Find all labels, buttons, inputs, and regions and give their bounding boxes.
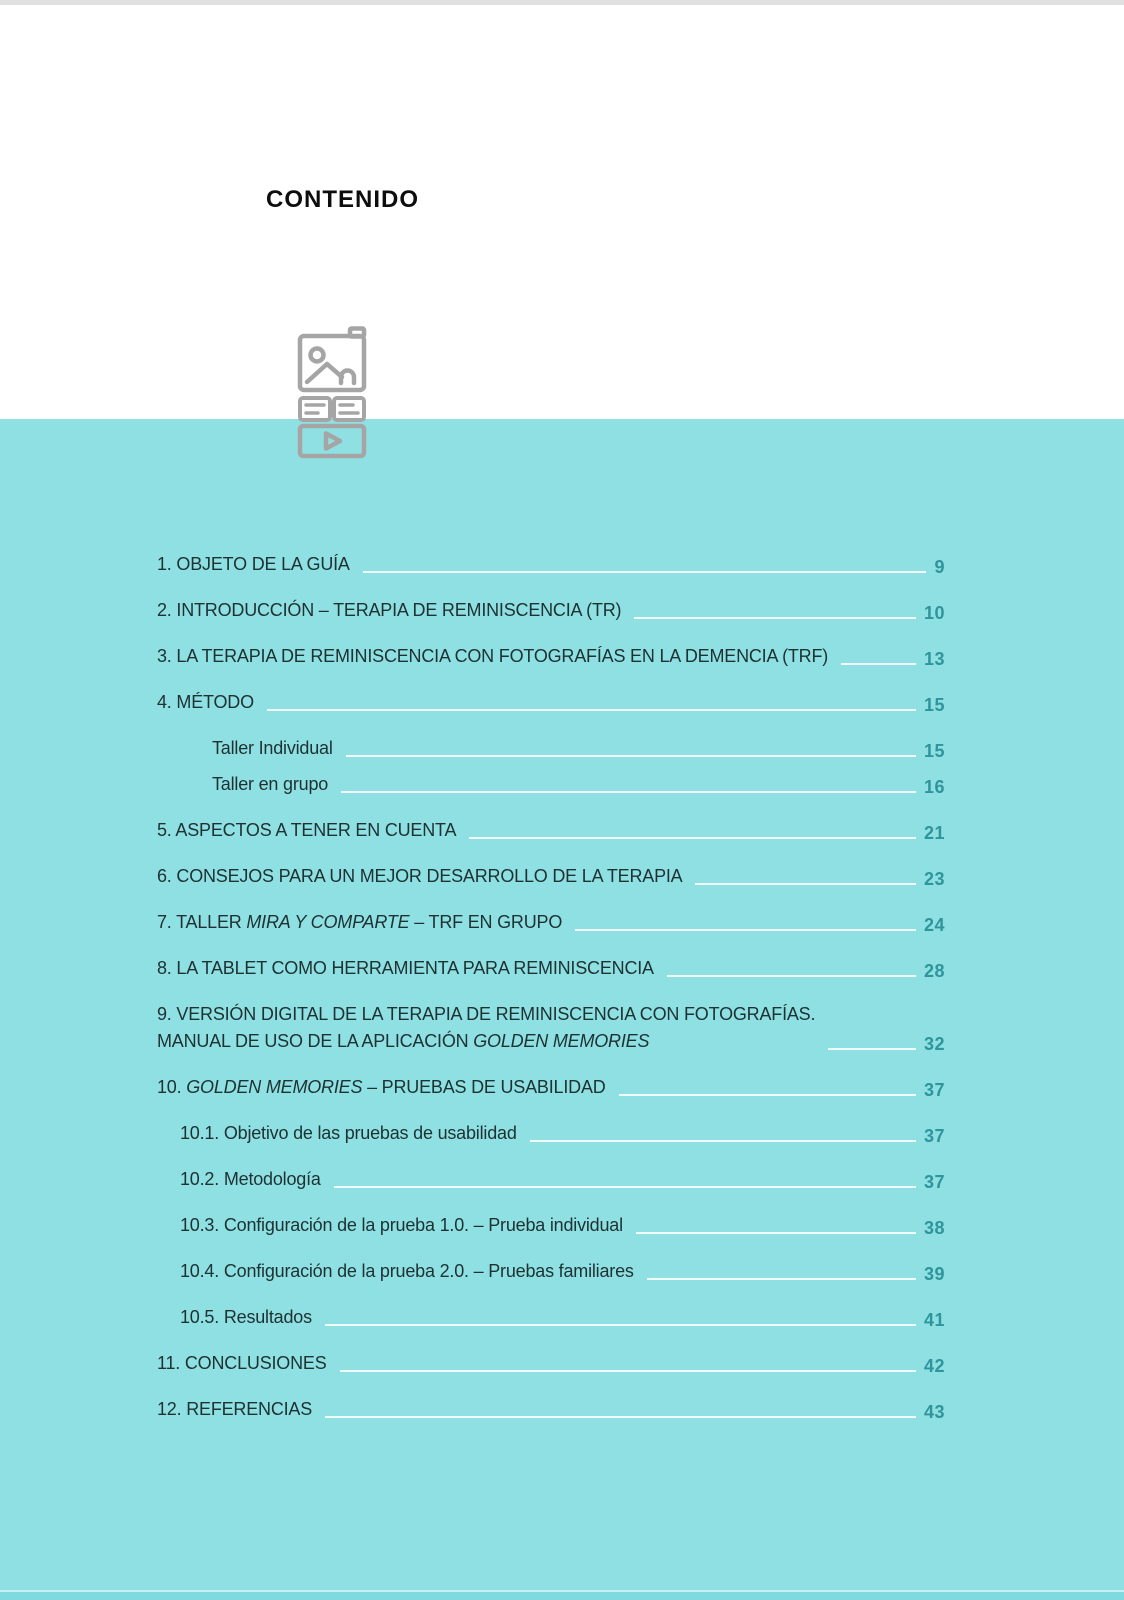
page-number: 39 xyxy=(923,1264,945,1284)
toc-entry xyxy=(157,1212,945,1239)
page-number: 42 xyxy=(923,1356,945,1376)
page-number: 23 xyxy=(923,869,945,889)
toc-entry xyxy=(157,1258,945,1285)
toc-entry-label: 8. LA TABLET COMO HERRAMIENTA PARA REMINISCENCIA xyxy=(157,958,654,978)
toc-entry xyxy=(157,1001,945,1055)
page-number: 41 xyxy=(923,1310,945,1330)
leader-line xyxy=(841,663,916,665)
page-number: 21 xyxy=(923,823,945,843)
toc-entry xyxy=(157,1350,945,1377)
leader-line xyxy=(267,709,916,711)
toc-entry xyxy=(157,1120,945,1147)
leader-line xyxy=(634,617,916,619)
toc-entry xyxy=(157,909,945,936)
page-number: 37 xyxy=(923,1126,945,1146)
leader-line xyxy=(636,1232,916,1234)
page-number: 13 xyxy=(923,649,945,669)
toc-entry xyxy=(157,1304,945,1331)
leader-line xyxy=(828,1048,916,1050)
toc-entry xyxy=(157,735,945,762)
page-bottom-strip xyxy=(0,1590,1124,1600)
toc-entry-label: 10.5. Resultados xyxy=(180,1307,312,1327)
page-number: 10 xyxy=(923,603,945,623)
text-blocks-icon xyxy=(300,398,364,420)
leader-line xyxy=(334,1186,916,1188)
toc-entry-label: 10.4. Configuración de la prueba 2.0. – Pruebas familiares xyxy=(180,1261,634,1281)
toc-entry-label: 7. TALLER MIRA Y COMPARTE – TRF EN GRUPO xyxy=(157,912,563,932)
toc-entry xyxy=(157,689,945,716)
page-number: 28 xyxy=(923,961,945,981)
toc-entry-label: 10.2. Metodología xyxy=(180,1169,321,1189)
toc-entry-label: 10.3. Configuración de la prueba 1.0. – Prueba individual xyxy=(180,1215,623,1235)
toc-entry-label: 2. INTRODUCCIÓN – TERAPIA DE REMINISCENCIA (TR) xyxy=(157,600,622,620)
leader-line xyxy=(346,755,916,757)
toc-entry xyxy=(157,597,945,624)
leader-line xyxy=(325,1324,916,1326)
page-number: 9 xyxy=(934,557,945,577)
toc-entry-label: 4. MÉTODO xyxy=(157,692,254,712)
leader-line xyxy=(647,1278,916,1280)
page-number: 37 xyxy=(923,1172,945,1192)
page-number: 24 xyxy=(923,915,945,935)
page-number: 37 xyxy=(923,1080,945,1100)
leader-line xyxy=(695,883,915,885)
page-top-edge xyxy=(0,0,1124,5)
toc-entry xyxy=(157,551,945,578)
leader-line xyxy=(341,791,916,793)
toc-entry-label: 5. ASPECTOS A TENER EN CUENTA xyxy=(157,820,457,840)
toc-entry xyxy=(157,1074,945,1101)
leader-line xyxy=(469,837,916,839)
toc-entry-label: 9. VERSIÓN DIGITAL DE LA TERAPIA DE REMINISCENCIA CON FOTOGRAFÍAS. MANUAL DE USO DE LA APLICACIÓN GOLDEN MEMORIES xyxy=(157,1004,816,1051)
page-number: 38 xyxy=(923,1218,945,1238)
toc-entry xyxy=(157,817,945,844)
toc-entry-label: 10.1. Objetivo de las pruebas de usabilidad xyxy=(180,1123,517,1143)
page-number: 43 xyxy=(923,1402,945,1422)
leader-line xyxy=(363,571,927,573)
leader-line xyxy=(619,1094,916,1096)
toc-entry-label: 12. REFERENCIAS xyxy=(157,1399,313,1419)
leader-line xyxy=(325,1416,916,1418)
toc-entry-label: 1. OBJETO DE LA GUÍA xyxy=(157,554,350,574)
page-title: CONTENIDO xyxy=(266,186,419,213)
leader-line xyxy=(340,1370,916,1372)
photo-icon xyxy=(300,329,364,391)
toc-entry-label: 6. CONSEJOS PARA UN MEJOR DESARROLLO DE LA TERAPIA xyxy=(157,866,683,886)
toc-entry xyxy=(157,1166,945,1193)
leader-line xyxy=(575,929,916,931)
leader-line xyxy=(667,975,916,977)
toc-entry-label: 3. LA TERAPIA DE REMINISCENCIA CON FOTOGRAFÍAS EN LA DEMENCIA (TRF) xyxy=(157,646,829,666)
toc-entry-label: 11. CONCLUSIONES xyxy=(157,1353,327,1373)
page-number: 16 xyxy=(923,777,945,797)
page-number: 32 xyxy=(923,1034,945,1054)
toc-entry xyxy=(157,955,945,982)
toc-entry xyxy=(157,1396,945,1423)
toc-entry-label: Taller Individual xyxy=(212,738,333,758)
toc-entry-label: 10. GOLDEN MEMORIES – PRUEBAS DE USABILIDAD xyxy=(157,1077,606,1097)
toc-entry xyxy=(157,863,945,890)
toc-entry xyxy=(157,643,945,670)
leader-line xyxy=(530,1140,916,1142)
toc-entry-label: Taller en grupo xyxy=(212,774,329,794)
media-gallery-icon xyxy=(296,326,374,460)
video-play-icon xyxy=(300,426,364,456)
page-number: 15 xyxy=(923,741,945,761)
toc-list xyxy=(157,532,945,1423)
toc-entry xyxy=(157,771,945,798)
page-number: 15 xyxy=(923,695,945,715)
